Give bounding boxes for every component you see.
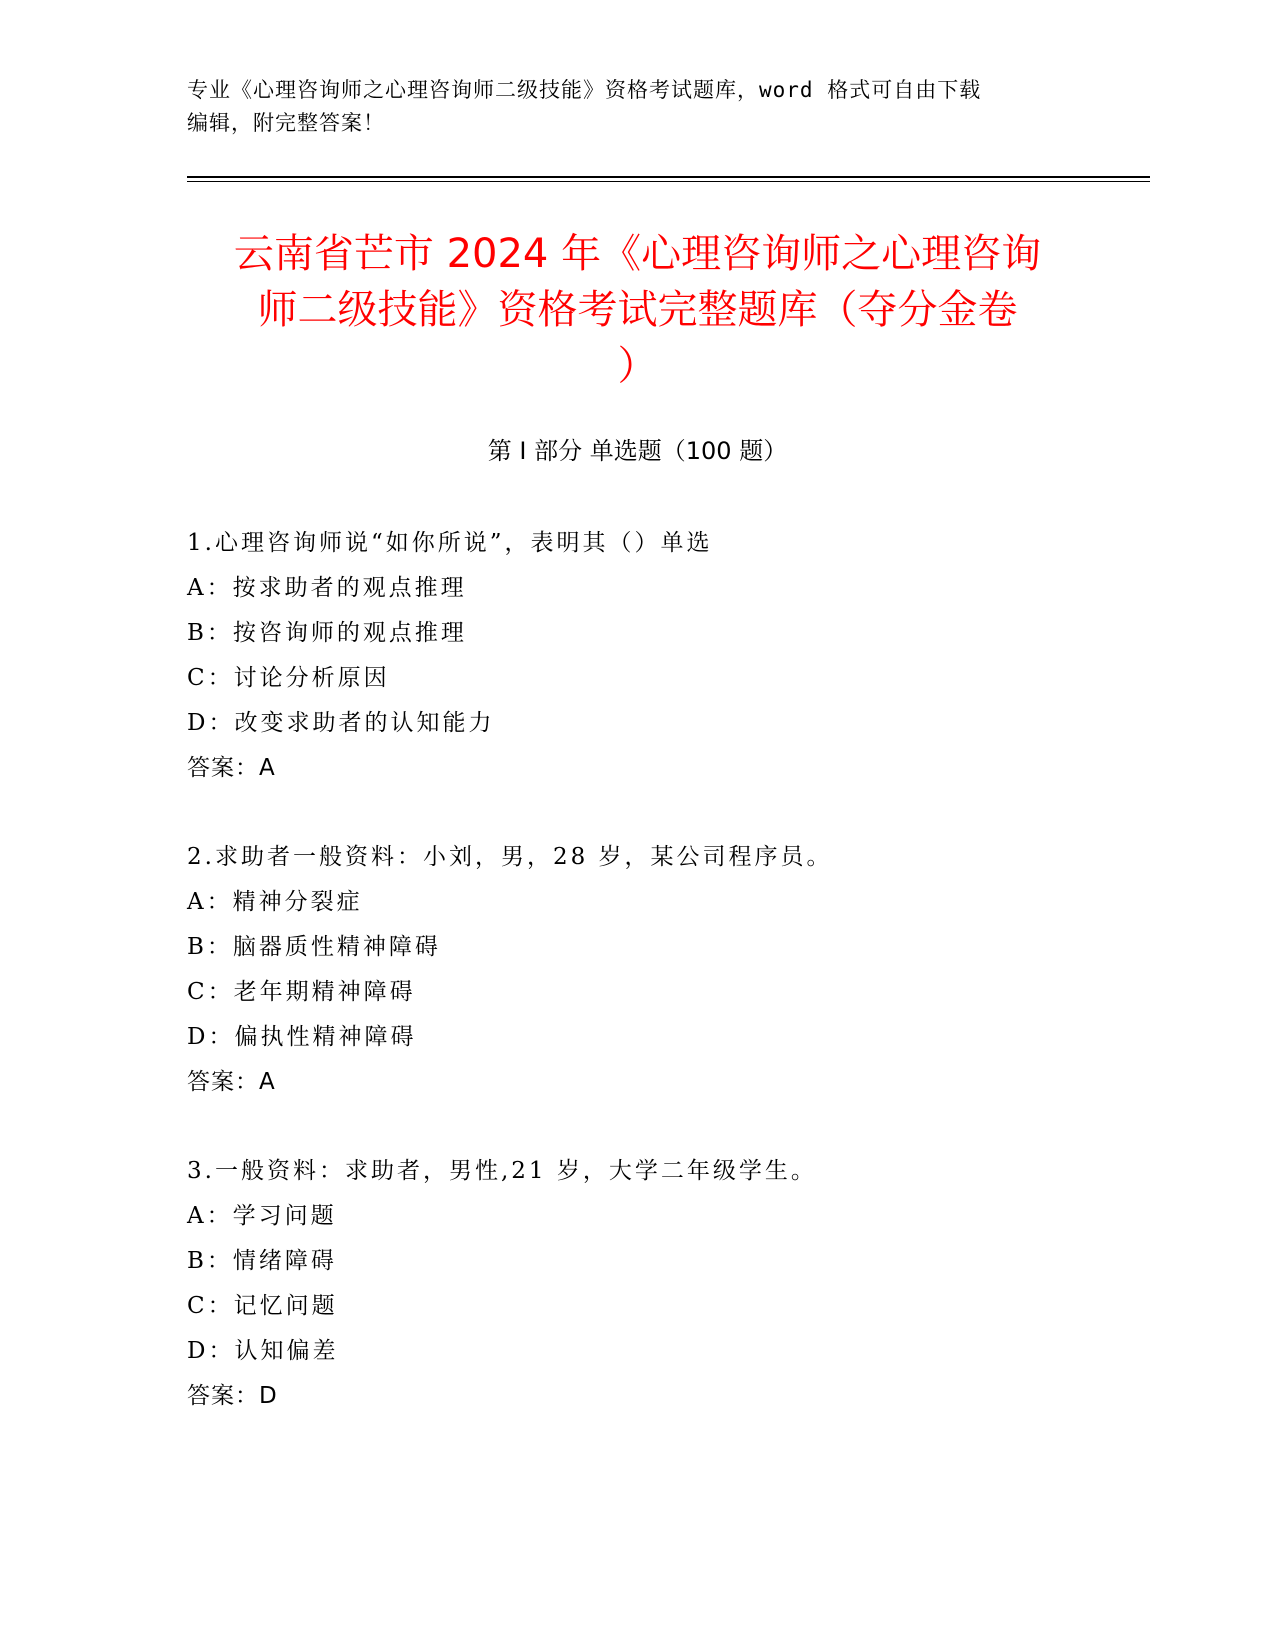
question-stem: 2.求助者一般资料：小刘，男，28 岁，某公司程序员。 <box>187 844 833 870</box>
option-b: B：按咨询师的观点推理 <box>187 620 467 646</box>
answer: 答案：D <box>187 1383 278 1409</box>
header-rule-thin <box>187 181 1150 182</box>
option-b: B：情绪障碍 <box>187 1248 337 1274</box>
question-2 <box>187 835 1137 1105</box>
section-title: 第 I 部分 单选题（100 题） <box>487 437 788 465</box>
header-note-line-1: 专业《心理咨询师之心理咨询师二级技能》资格考试题库，word 格式可自由下载 <box>187 78 982 102</box>
answer: 答案：A <box>187 1069 276 1095</box>
header-note-line-2: 编辑，附完整答案！ <box>187 111 385 135</box>
option-d: D：偏执性精神障碍 <box>187 1024 417 1050</box>
option-a: A：按求助者的观点推理 <box>187 575 467 601</box>
page-title-line-3: ） <box>617 343 658 389</box>
option-c: C：记忆问题 <box>187 1293 338 1319</box>
option-c: C：讨论分析原因 <box>187 665 390 691</box>
page-title <box>175 226 1100 394</box>
option-c: C：老年期精神障碍 <box>187 979 416 1005</box>
option-d: D：认知偏差 <box>187 1338 339 1364</box>
option-a: A：学习问题 <box>187 1203 337 1229</box>
page-title-line-1: 云南省芒市 2024 年《心理咨询师之心理咨询 <box>233 231 1042 277</box>
question-3 <box>187 1149 1137 1419</box>
question-1 <box>187 521 1137 791</box>
header-rule-thick <box>187 176 1150 178</box>
option-d: D：改变求助者的认知能力 <box>187 710 495 736</box>
question-list <box>187 521 1137 1463</box>
question-stem: 1.心理咨询师说“如你所说”，表明其（）单选 <box>187 530 713 556</box>
header-note <box>187 74 1087 140</box>
option-b: B：脑器质性精神障碍 <box>187 934 441 960</box>
answer: 答案：A <box>187 755 276 781</box>
option-a: A：精神分裂症 <box>187 889 363 915</box>
question-stem: 3.一般资料：求助者，男性,21 岁，大学二年级学生。 <box>187 1158 817 1184</box>
page-title-line-2: 师二级技能》资格考试完整题库（夺分金卷 <box>257 287 1018 333</box>
